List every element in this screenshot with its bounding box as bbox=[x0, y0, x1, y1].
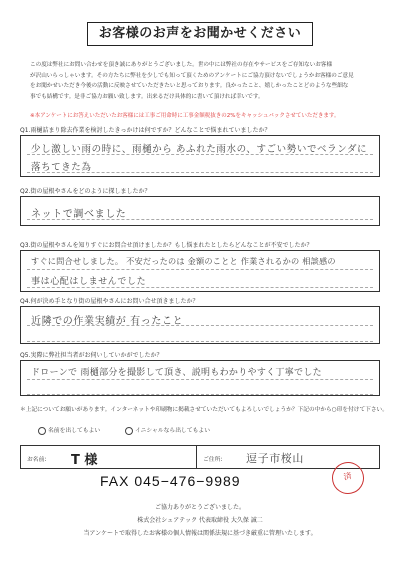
question-3-answer-box[interactable] bbox=[20, 250, 380, 292]
radio-circle-icon bbox=[125, 427, 133, 435]
question-5-answer-box[interactable] bbox=[20, 360, 380, 396]
answer-line: 近隣での作業実績が 有ったこと bbox=[31, 316, 184, 327]
intro-line: 事でも結構です。是非ご協力お願い致します。出来るだけ具体的に書いて頂ければ幸いです。 bbox=[30, 93, 264, 100]
thanks-text: ご協力ありがとうございました。 bbox=[154, 504, 245, 511]
stamp-seal: 済 bbox=[329, 459, 367, 497]
intro-line: をお聞かせいただき今後の活動に反映させていただきたいと思っております。良かったこと、嬉しかったことどのような些細な bbox=[30, 83, 349, 89]
publish-question: ＊上記についてお願いがあります。インターネットや印刷物に掲載させていただいてもよろしいでしょうか？下記の中から○印を付けて下さい。 bbox=[20, 407, 388, 413]
publish-option-label: イニシャルなら出してもよい bbox=[135, 428, 211, 434]
name-address-box bbox=[20, 445, 380, 469]
fax-number: FAX 045−476−9989 bbox=[100, 473, 241, 489]
question-4-label: Q4.何が決め手となり街の屋根やさんにお問い合せ頂きましたか？ bbox=[20, 298, 199, 305]
cashback-note: ※本アンケートにお答えいただいたお客様には工事ご用命時に工事金額税抜きの2%をキャッシュバックさせていただきます。 bbox=[30, 113, 340, 119]
publish-option-initial[interactable] bbox=[125, 425, 210, 435]
address-field[interactable]: 逗子市桜山 bbox=[246, 452, 304, 465]
answer-line: 落ちてきた為 bbox=[31, 162, 92, 173]
radio-circle-icon bbox=[38, 427, 46, 435]
question-1-answer-box[interactable] bbox=[20, 135, 380, 177]
intro-line: この度は弊社にお問い合わせを頂き誠にありがとうございました。世の中には弊社の存在やサービスをご存知ないお客様 bbox=[30, 62, 333, 68]
question-2-label: Q2.街の屋根やさんをどのように探しましたか？ bbox=[20, 188, 151, 195]
answer-line: ネットで調べました bbox=[31, 209, 127, 220]
publish-option-name[interactable] bbox=[38, 425, 100, 435]
publish-option-label: 名前を出してもよい bbox=[48, 428, 101, 434]
answer-line: ドローンで 雨樋部分を撮影して頂き、説明もわかりやすく丁寧でした bbox=[31, 368, 322, 378]
page-title: お客様のお声をお聞かせください bbox=[87, 22, 313, 46]
question-4-answer-box[interactable] bbox=[20, 306, 380, 344]
answer-line: すぐに問合せしました。 不安だったのは 金額のことと 作業されるかの 相談感の bbox=[31, 256, 336, 266]
answer-line: 少し激しい雨の時に、雨樋から あふれた雨水の、すごい勢いでベランダに bbox=[31, 144, 368, 155]
privacy-text: 当アンケートで取得したお客様の個人情報は関係法規に基づき厳重に管理いたします。 bbox=[83, 530, 317, 537]
answer-line: 事は心配はしませんでした bbox=[31, 277, 147, 287]
intro-line: が沢山いらっしゃいます。その方たちに弊社を少しでも知って頂くためのアンケートにご協力頂けないでしょうかお客様のご意見 bbox=[30, 72, 354, 79]
question-1-label: Q1.雨樋詰まり除去作業を検討したきっかけは何ですか？どんなことで悩まれていましたか？ bbox=[20, 127, 271, 134]
name-field[interactable]: T 様 bbox=[71, 453, 98, 468]
company-text: 株式会社シェアテック 代表取締役 大久保 誠二 bbox=[137, 517, 263, 524]
question-2-answer-box[interactable] bbox=[20, 196, 380, 226]
intro-text bbox=[30, 60, 380, 102]
question-5-label: Q5.実際に弊社担当者がお伺いしていかがでしたか？ bbox=[20, 352, 163, 359]
name-label: お名前: bbox=[27, 457, 47, 463]
question-3-label: Q3.街の屋根やさんを知りすぐにお問合せ頂けましたか？もし悩まれたとしたらどんなことが不安でしたか？ bbox=[20, 242, 313, 249]
address-label: ご住所: bbox=[203, 457, 223, 463]
